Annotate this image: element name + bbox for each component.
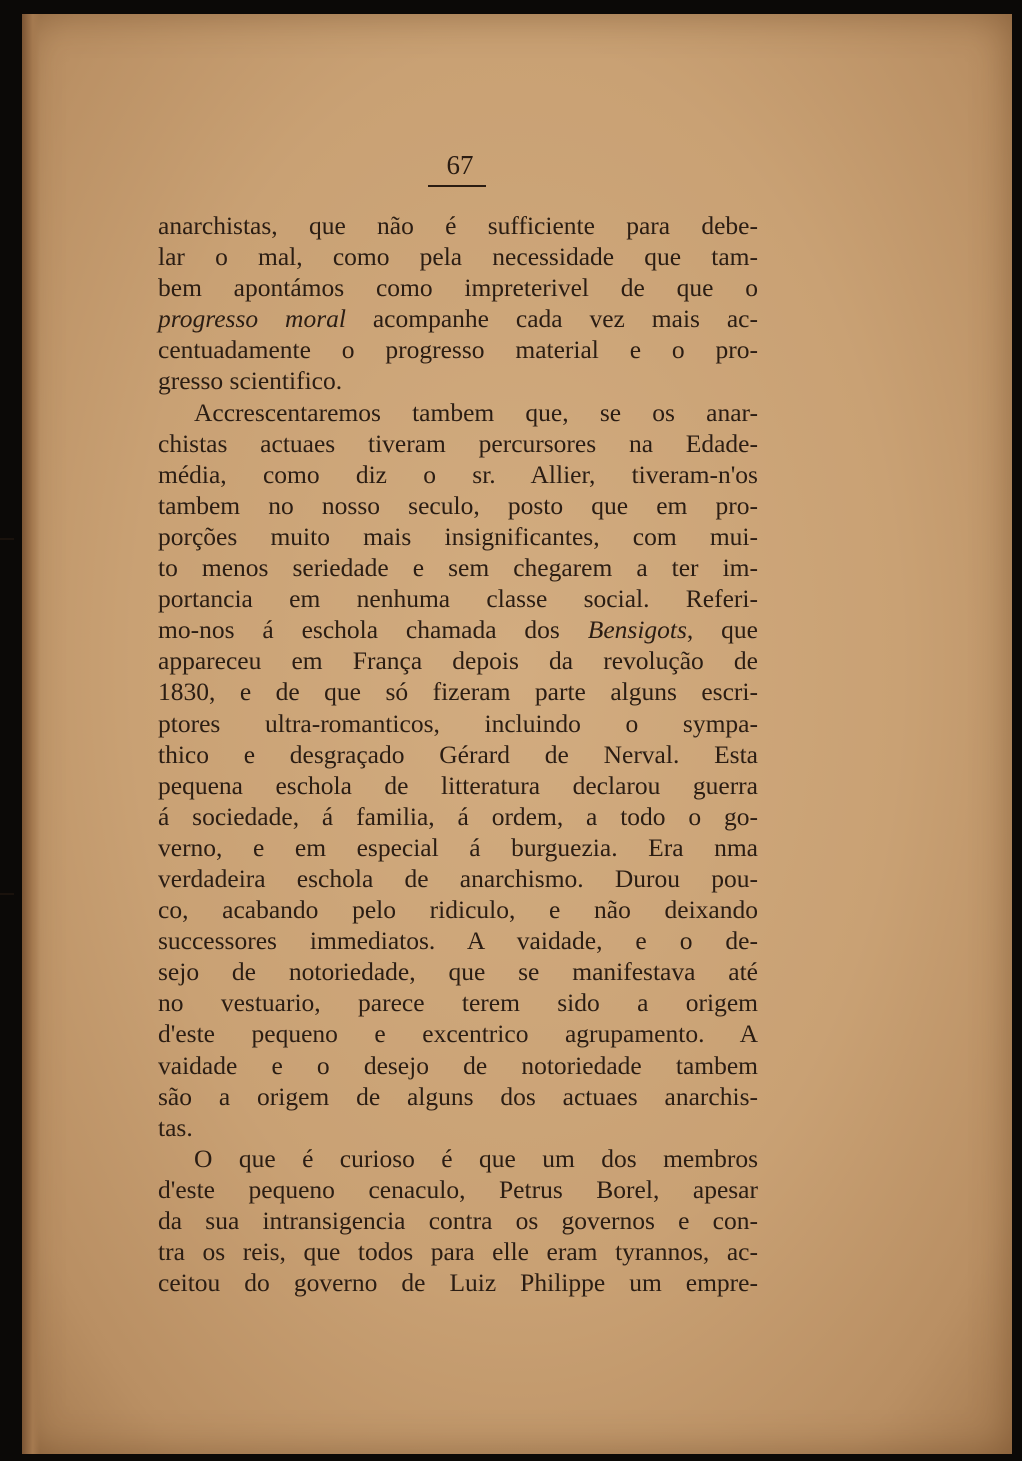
text-line: sejo de notoriedade, que se manifestava até (158, 957, 758, 987)
text-line: portancia em nenhuma classe social. Referi- (158, 584, 758, 614)
text-line: Accrescentaremos tambem que, se os anar- (194, 397, 758, 427)
page-number: 67 (446, 150, 474, 180)
text-line: porções muito mais insignificantes, com mui- (158, 521, 758, 551)
edge-mark (0, 538, 14, 540)
text-line: tra os reis, que todos para elle eram tyrannos, ac- (158, 1237, 758, 1267)
body-text (158, 210, 758, 1298)
binding-gutter (22, 14, 40, 1454)
text-line: ptores ultra-romanticos, incluindo o sympa- (158, 708, 758, 738)
text-line: verno, e em especial á burguezia. Era nma (158, 832, 758, 862)
page-number-rule (428, 185, 486, 187)
text-line: co, acabando pelo ridiculo, e não deixando (158, 895, 758, 925)
text-line: verdadeira eschola de anarchismo. Durou pou- (158, 863, 758, 893)
text-line: to menos seriedade e sem chegarem a ter im- (158, 553, 758, 583)
text-line: no vestuario, parece terem sido a origem (158, 988, 758, 1018)
text-line: thico e desgraçado Gérard de Nerval. Esta (158, 739, 758, 769)
text-line: ceitou do governo de Luiz Philippe um empre- (158, 1268, 758, 1298)
text-line: chistas actuaes tiveram percursores na Edade- (158, 428, 758, 458)
text-line: bem apontámos como impreterivel de que o (158, 273, 758, 303)
text-line: 1830, e de que só fizeram parte alguns escri- (158, 677, 758, 707)
edge-mark (0, 893, 14, 895)
text-line: anarchistas, que não é sufficiente para debe- (158, 211, 758, 240)
text-run: , que (686, 615, 759, 645)
text-line: d'este pequeno cenaculo, Petrus Borel, apesar (158, 1174, 758, 1204)
text-line: da sua intransigencia contra os governos e con- (158, 1206, 758, 1235)
text-line: pequena eschola de litteratura declarou guerra (158, 770, 758, 800)
text-line: média, como diz o sr. Allier, tiveram-n'os (158, 459, 758, 489)
text-line: d'este pequeno e excentrico agrupamento. A (158, 1019, 758, 1049)
text-line: gresso scientifico. (158, 366, 343, 396)
text-run: acompanhe cada vez mais ac- (345, 304, 758, 334)
text-line: á sociedade, á familia, á ordem, a todo o go- (158, 801, 758, 831)
text-line: O que é curioso é que um dos membros (194, 1143, 758, 1173)
text-line (158, 614, 758, 645)
text-line: centuadamente o progresso material e o pro- (158, 335, 758, 365)
text-line: são a origem de alguns dos actuaes anarchis- (158, 1081, 758, 1111)
italic-text: progresso moral (158, 304, 346, 334)
text-run: mo-nos á eschola chamada dos (158, 615, 588, 645)
text-line: lar o mal, como pela necessidade que tam- (158, 242, 758, 272)
text-line (158, 303, 758, 334)
text-line: successores immediatos. A vaidade, e o de- (158, 926, 758, 956)
text-line: tas. (158, 1112, 193, 1142)
text-line: tambem no nosso seculo, posto que em pro- (158, 490, 758, 520)
italic-text: Bensigots (587, 615, 687, 645)
text-line: appareceu em França depois da revolução de (158, 646, 758, 676)
text-line: vaidade e o desejo de notoriedade tambem (158, 1050, 758, 1080)
